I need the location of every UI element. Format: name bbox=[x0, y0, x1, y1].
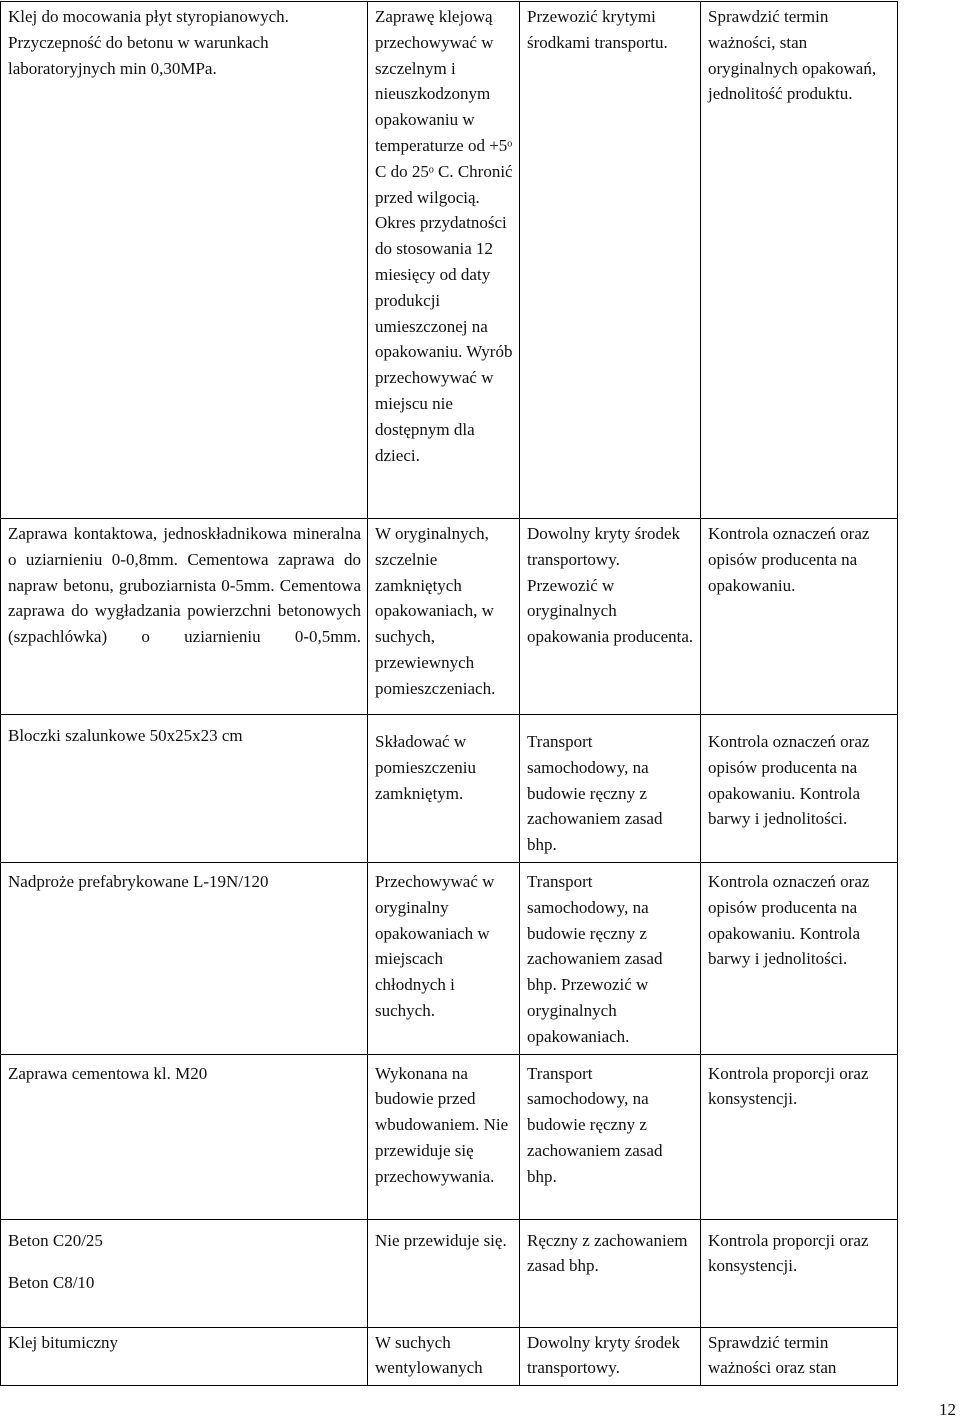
material-cell bbox=[1, 1327, 368, 1386]
cell-text: Dowolny kryty środek transportowy. Przewozić w oryginalnych opakowania producenta. bbox=[527, 524, 694, 647]
cell-text: Transport samochodowy, na budowie ręczny z zachowaniem zasad bhp. bbox=[527, 1063, 663, 1186]
storage-cell bbox=[368, 519, 520, 715]
cell-text: Klej bitumiczny bbox=[8, 1332, 119, 1352]
transport-cell bbox=[520, 1219, 701, 1327]
storage-cell bbox=[368, 715, 520, 863]
cell-text: Sprawdzić termin ważności, stan oryginalnych opakowań, jednolitość produktu. bbox=[708, 7, 877, 104]
cell-text: Kontrola oznaczeń oraz opisów producenta na opakowaniu. bbox=[708, 524, 870, 595]
acceptance-cell bbox=[701, 1219, 898, 1327]
cell-text: Przechowywać w oryginalny opakowaniach w miejscach chłodnych i suchych. bbox=[375, 871, 495, 1020]
storage-cell bbox=[368, 1327, 520, 1386]
cell-text: Zaprawa kontaktowa, jednoskładnikowa mineralna o uziarnieniu 0-0,8mm. Cementowa zaprawa do napraw betonu, gruboziarnista 0-5mm. Cementowa zaprawa do wygładzania powierzchni betonowych (szpachlówka) o uziarnieniu 0-0,5mm. bbox=[8, 524, 361, 647]
cell-text: Wykonana na budowie przed wbudowaniem. Nie przewiduje się przechowywania. bbox=[375, 1063, 509, 1186]
acceptance-cell bbox=[701, 2, 898, 519]
storage-cell bbox=[368, 862, 520, 1054]
cell-text: Ręczny z zachowaniem zasad bhp. bbox=[527, 1230, 688, 1276]
cell-text: Beton C8/10 bbox=[8, 1273, 95, 1293]
table-row bbox=[1, 862, 898, 1054]
cell-text: Kontrola proporcji oraz konsystencji. bbox=[708, 1230, 869, 1276]
transport-cell bbox=[520, 519, 701, 715]
cell-text: Transport samochodowy, na budowie ręczny z zachowaniem zasad bhp. Przewozić w oryginalnych opakowaniach. bbox=[527, 871, 663, 1046]
transport-cell bbox=[520, 862, 701, 1054]
cell-text: Nadproże prefabrykowane L-19N/120 bbox=[8, 871, 269, 891]
acceptance-cell bbox=[701, 1054, 898, 1219]
material-cell bbox=[1, 715, 368, 863]
table-row bbox=[1, 1327, 898, 1386]
cell-text: Nie przewiduje się. bbox=[375, 1230, 507, 1250]
table-row bbox=[1, 519, 898, 715]
materials-table bbox=[0, 1, 898, 1386]
transport-cell bbox=[520, 1327, 701, 1386]
page-number: 12 bbox=[939, 1400, 956, 1419]
cell-text: Klej do mocowania płyt styropianowych. Przyczepność do betonu w warunkach laboratoryjnych min 0,30MPa. bbox=[8, 7, 289, 78]
storage-cell bbox=[368, 1219, 520, 1327]
material-cell bbox=[1, 2, 368, 519]
cell-text: Bloczki szalunkowe 50x25x23 cm bbox=[8, 726, 243, 745]
cell-text: W suchych wentylowanych bbox=[375, 1332, 483, 1378]
material-cell bbox=[1, 519, 368, 715]
storage-cell bbox=[368, 2, 520, 519]
cell-text: Transport samochodowy, na budowie ręczny z zachowaniem zasad bhp. bbox=[527, 732, 663, 855]
table-row bbox=[1, 1219, 898, 1327]
transport-cell bbox=[520, 2, 701, 519]
cell-text: Kontrola oznaczeń oraz opisów producenta na opakowaniu. Kontrola barwy i jednolitości. bbox=[708, 871, 870, 969]
transport-cell bbox=[520, 1054, 701, 1219]
cell-text: Przewozić krytymi środkami transportu. bbox=[527, 7, 668, 52]
cell-text: Beton C20/25 bbox=[8, 1230, 103, 1250]
acceptance-cell bbox=[701, 1327, 898, 1386]
cell-text: W oryginalnych, szczelnie zamkniętych opakowaniach, w suchych, przewiewnych pomieszczeniach. bbox=[375, 524, 496, 698]
cell-text: Dowolny kryty środek transportowy. bbox=[527, 1332, 680, 1378]
table-row bbox=[1, 2, 898, 519]
acceptance-cell bbox=[701, 862, 898, 1054]
cell-text: Sprawdzić termin ważności oraz stan bbox=[708, 1332, 837, 1378]
cell-text: Zaprawa cementowa kl. M20 bbox=[8, 1063, 208, 1083]
cell-text: Składować w pomieszczeniu zamkniętym. bbox=[375, 732, 477, 803]
table-row bbox=[1, 715, 898, 863]
storage-cell bbox=[368, 1054, 520, 1219]
material-cell bbox=[1, 1219, 368, 1327]
transport-cell bbox=[520, 715, 701, 863]
cell-text: Kontrola oznaczeń oraz opisów producenta na opakowaniu. Kontrola barwy i jednolitości. bbox=[708, 732, 870, 829]
material-cell bbox=[1, 862, 368, 1054]
table-row bbox=[1, 1054, 898, 1219]
cell-text: Kontrola proporcji oraz konsystencji. bbox=[708, 1063, 869, 1109]
material-cell bbox=[1, 1054, 368, 1219]
acceptance-cell bbox=[701, 519, 898, 715]
cell-text: Zaprawę klejową przechowywać w szczelnym i nieuszkodzonym opakowaniu w temperaturze od +5ᵒ C do 25ᵒ C. Chronić przed wilgocią. Okres przydatności do stosowania 12 miesięcy od daty produkcji umieszczonej na opakowaniu. Wyrób przechowywać w miejscu nie dostępnym dla dzieci. bbox=[375, 7, 513, 465]
acceptance-cell bbox=[701, 715, 898, 863]
